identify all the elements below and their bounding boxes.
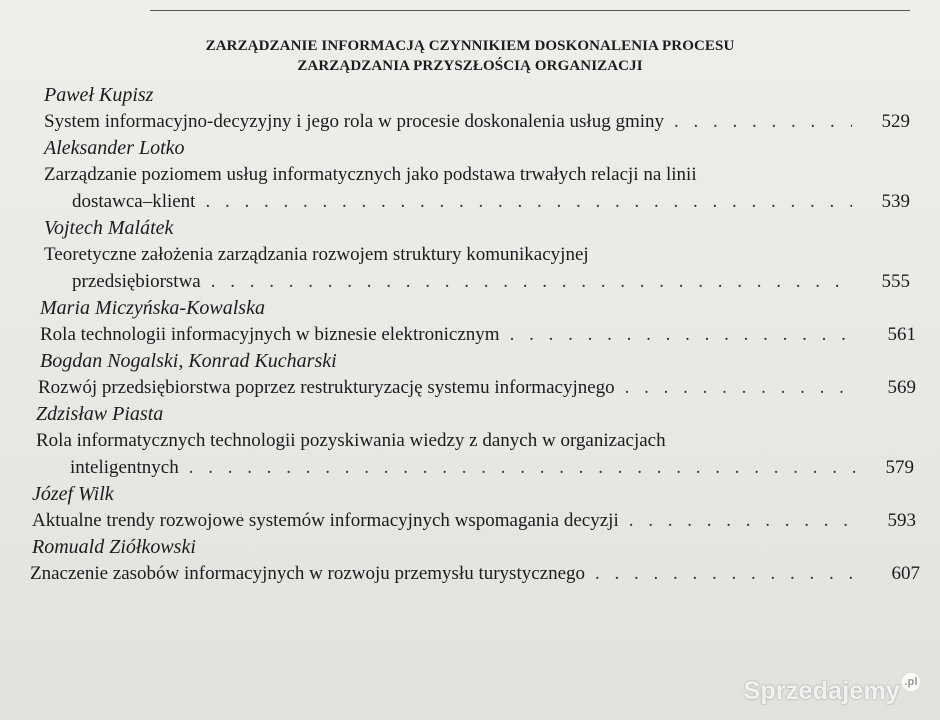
entry-title: Aktualne trendy rozwojowe systemów informacyjnych wspomagania decyzji — [32, 510, 619, 531]
dot-leader — [205, 188, 852, 215]
watermark-logo — [744, 677, 920, 706]
entry-author: Aleksander Lotko — [44, 137, 185, 159]
entry-page-number: 555 — [881, 271, 910, 292]
entry-page-number: 579 — [885, 457, 914, 478]
entry-title: Rozwój przedsiębiorstwa poprzez restrukturyzację systemu informacyjnego — [38, 377, 615, 398]
toc-entry — [0, 534, 940, 587]
toc-entry — [0, 135, 940, 215]
toc-entry — [0, 82, 940, 135]
toc-entry — [0, 295, 940, 348]
entry-page-number: 539 — [881, 191, 910, 212]
section-title-line-1: ZARZĄDZANIE INFORMACJĄ CZYNNIKIEM DOSKONALENIA PROCESU — [205, 38, 735, 54]
section-title-line-2: ZARZĄDZANIA PRZYSZŁOŚCIĄ ORGANIZACJI — [297, 58, 643, 74]
dot-leader — [510, 321, 858, 348]
dot-leader — [595, 560, 862, 587]
toc-entry — [0, 348, 940, 401]
top-rule — [150, 10, 910, 11]
toc-entry — [0, 401, 940, 481]
entry-page-number: 593 — [887, 510, 916, 531]
entry-title: dostawca–klient — [72, 191, 196, 212]
watermark-text: Sprzedajemy — [743, 677, 900, 705]
dot-leader — [211, 268, 852, 295]
entry-title-row — [0, 108, 940, 135]
entry-title-row — [0, 560, 940, 587]
dot-leader — [625, 374, 858, 401]
entry-author: Vojtech Malátek — [44, 217, 174, 239]
entry-title-row — [0, 188, 940, 215]
entry-title-row — [0, 454, 940, 481]
dot-leader — [629, 507, 858, 534]
entry-title: przedsiębiorstwa — [72, 271, 201, 292]
entry-author: Zdzisław Piasta — [36, 403, 164, 425]
entry-author: Paweł Kupisz — [44, 84, 154, 106]
toc-entry — [0, 481, 940, 534]
watermark-suffix: .pl — [902, 673, 920, 691]
entry-title: System informacyjno-decyzyjny i jego rola w procesie doskonalenia usług gminy — [44, 111, 664, 132]
entry-title-line: Teoretyczne założenia zarządzania rozwojem struktury komunikacyjnej — [44, 244, 589, 265]
dot-leader — [674, 108, 852, 135]
toc-entry — [0, 215, 940, 295]
entry-page-number: 561 — [887, 324, 916, 345]
entry-page-number: 569 — [887, 377, 916, 398]
entry-title-row — [0, 268, 940, 295]
entry-page-number: 607 — [891, 563, 920, 584]
entry-author: Romuald Ziółkowski — [32, 536, 196, 558]
dot-leader — [189, 454, 856, 481]
entry-title: inteligentnych — [70, 457, 179, 478]
entry-page-number: 529 — [881, 111, 910, 132]
entry-title-line: Rola informatycznych technologii pozyskiwania wiedzy z danych w organizacjach — [36, 430, 666, 451]
entry-author: Maria Miczyńska-Kowalska — [40, 297, 265, 319]
entry-title: Znaczenie zasobów informacyjnych w rozwoju przemysłu turystycznego — [30, 563, 586, 584]
table-of-contents — [0, 82, 940, 587]
entry-title-line: Zarządzanie poziomem usług informatycznych jako podstawa trwałych relacji na linii — [44, 164, 697, 185]
entry-title: Rola technologii informacyjnych w biznesie elektronicznym — [40, 324, 500, 345]
entry-title-row — [0, 507, 940, 534]
entry-title-row — [0, 321, 940, 348]
section-title — [0, 36, 940, 76]
entry-author: Bogdan Nogalski, Konrad Kucharski — [40, 350, 337, 372]
entry-author: Józef Wilk — [32, 483, 114, 505]
entry-title-row — [0, 374, 940, 401]
